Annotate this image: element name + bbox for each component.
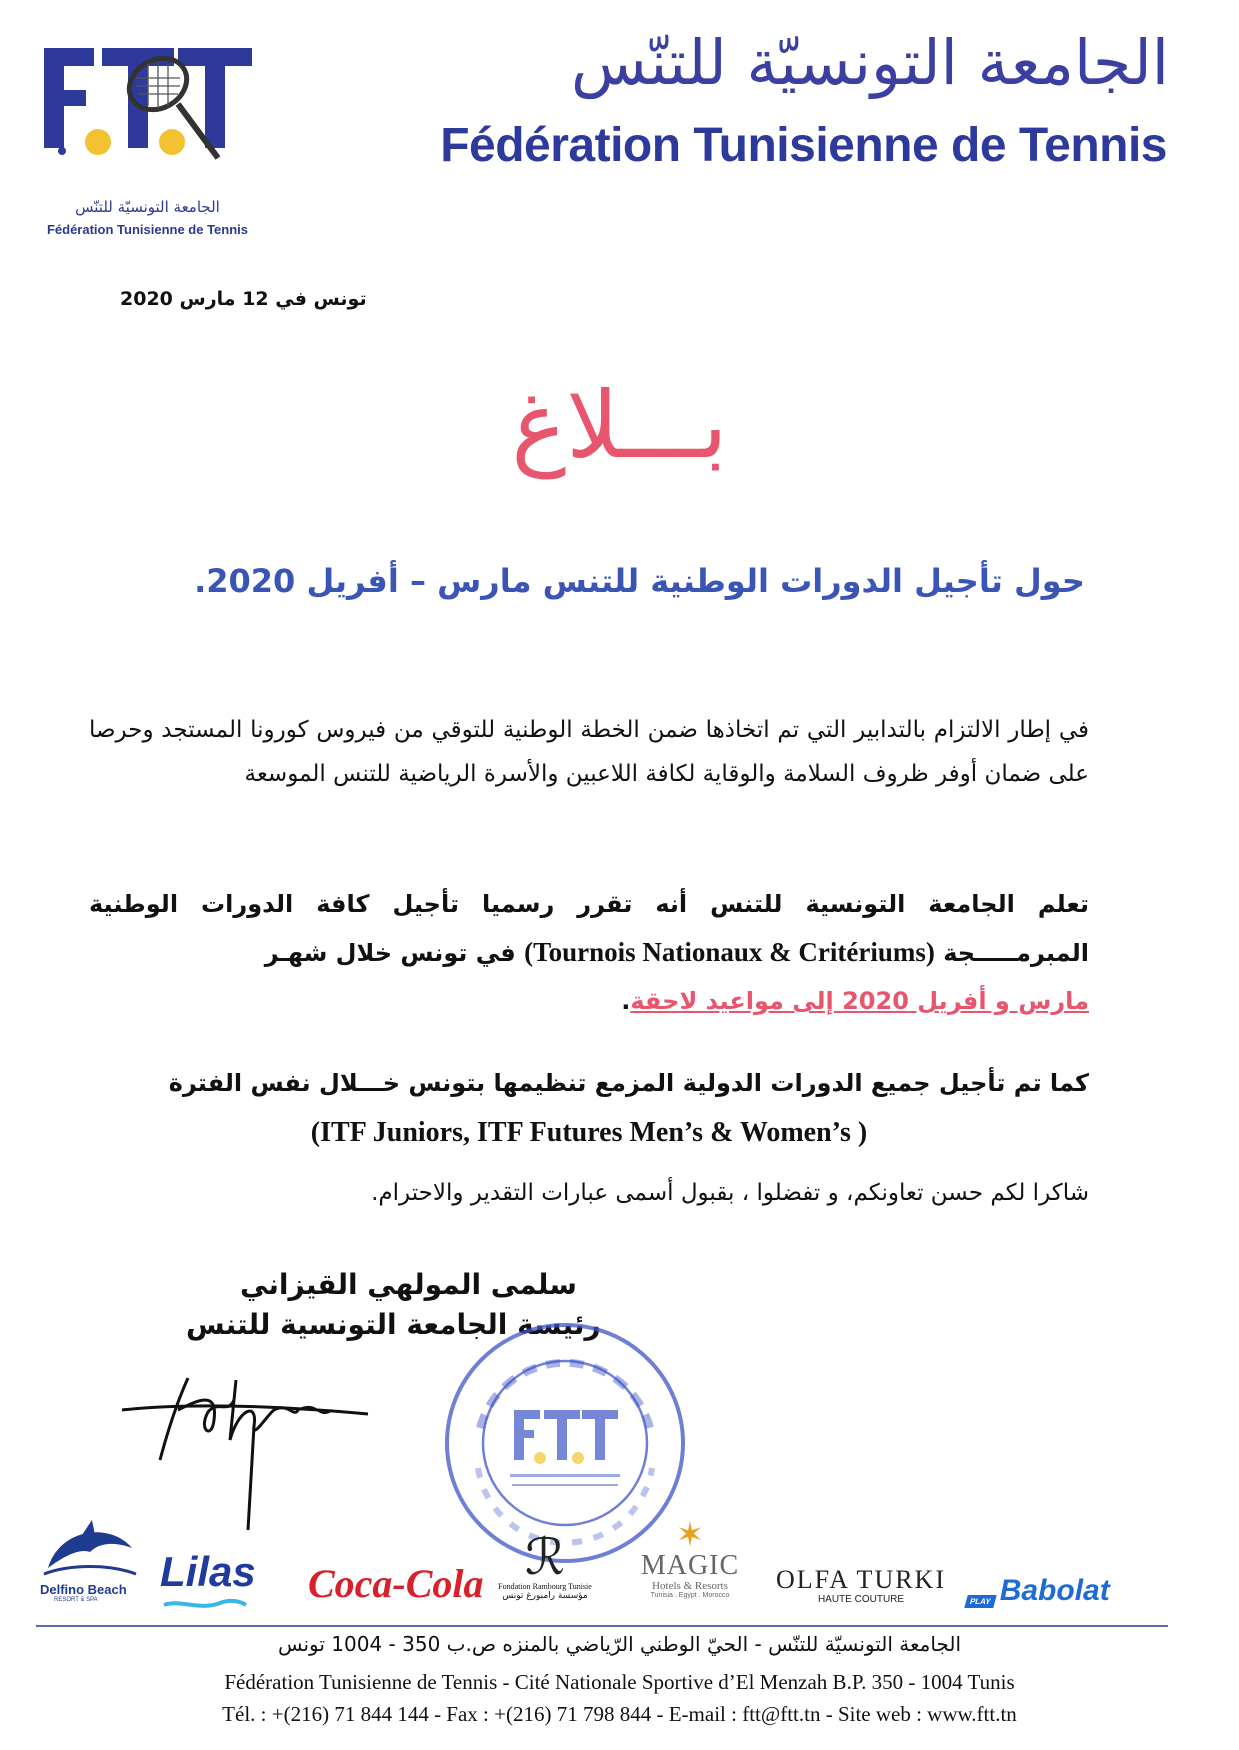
sponsor-magic — [634, 1515, 746, 1599]
decision-text-part1: تعلم الجامعة التونسية للتنس أنه تقرر رسميا تأجيل كافة الدورات الوطنية المبرمـــــجة — [89, 890, 1089, 967]
magic-sublabel: Hotels & Resorts — [652, 1580, 728, 1592]
closing-line: شاكرا لكم حسن تعاونكم، و تفضلوا ، بقبول أسمى عبارات التقدير والاحترام. — [371, 1180, 1089, 1206]
star-icon: ✶ — [675, 1515, 705, 1555]
logo-french-caption: Fédération Tunisienne de Tennis — [46, 222, 249, 237]
delfino-label: Delfino Beach — [40, 1582, 127, 1597]
paragraph-decision — [89, 880, 1089, 1025]
header-org-arabic: الجامعة التونسيّة للتنّس — [570, 26, 1169, 99]
sponsors-bar — [40, 1510, 1190, 1620]
lilas-label: Lilas — [160, 1548, 256, 1595]
babolat-play-badge: PLAY — [964, 1595, 996, 1608]
letter-title: بـــلاغ — [511, 372, 728, 479]
lilas-wave-icon — [160, 1597, 250, 1611]
international-latin: (ITF Juniors, ITF Futures Men’s & Women’s ) — [310, 1117, 868, 1148]
decision-dates: مارس و أفريل 2020 إلى مواعيد لاحقة — [630, 987, 1089, 1015]
sponsor-olfa-turki — [766, 1566, 956, 1605]
signatory-name: سلمى المولهي القيزاني — [240, 1268, 577, 1301]
sponsor-lilas — [160, 1548, 256, 1615]
decision-latin: (Tournois Nationaux & Critériums) — [524, 937, 935, 967]
olfa-label: OLFA TURKI — [776, 1565, 946, 1594]
paragraph-context: في إطار الالتزام بالتدابير التي تم اتخاذها ضمن الخطة الوطنية للتوقي من فيروس كورونا المستجد وحرصا على ضمان أوفر ظروف السلامة والوقاية لكافة اللاعبين والأسرة الرياضية للتنس الموسعة — [89, 717, 1089, 787]
ftt-logo-mark — [40, 18, 255, 168]
rambourg-label-ar: مؤسسة رامبورغ تونس — [502, 1591, 588, 1601]
dolphin-icon — [40, 1518, 140, 1578]
paragraph-international — [89, 1058, 1089, 1158]
letter-date: تونس في 12 مارس 2020 — [120, 288, 367, 310]
sponsor-rambourg — [480, 1529, 610, 1601]
sponsor-babolat — [966, 1574, 1166, 1608]
logo-arabic-caption: الجامعة التونسيّة للتنّس — [75, 198, 220, 216]
footer-divider — [36, 1625, 1168, 1627]
rambourg-r-icon: ℛ — [525, 1529, 565, 1585]
sponsor-cocacola: Coca-Cola — [308, 1561, 484, 1606]
delfino-sublabel: RESORT & SPA — [54, 1597, 98, 1603]
magic-countries: Tunisia . Egypt . Morocco — [650, 1592, 730, 1599]
footer-address-french: Fédération Tunisienne de Tennis - Cité Nationale Sportive d’El Menzah B.P. 350 - 1004 Tunis — [224, 1670, 1015, 1694]
babolat-label: Babolat — [999, 1574, 1110, 1607]
footer-contact: Tél. : +(216) 71 844 144 - Fax : +(216) 71 798 844 - E-mail : ftt@ftt.tn - Site web : www.ftt.tn — [222, 1702, 1017, 1726]
magic-label: MAGIC — [640, 1550, 740, 1581]
letter-subject: حول تأجيل الدورات الوطنية للتنس مارس – أفريل 2020. — [194, 562, 1085, 600]
rambourg-label-fr: Fondation Rambourg Tunisie — [498, 1582, 592, 1591]
sponsor-delfino — [40, 1518, 150, 1618]
decision-period: . — [621, 987, 631, 1015]
olfa-sublabel: HAUTE COUTURE — [817, 1594, 905, 1605]
header-org-french: Fédération Tunisienne de Tennis — [440, 119, 1167, 172]
decision-text-part2: في تونس خلال شهـر — [264, 939, 516, 967]
signatory-role: رئيسة الجامعة التونسية للتنس — [186, 1308, 601, 1341]
ftt-logo — [40, 18, 255, 237]
footer-address-arabic: الجامعة التونسيّة للتنّس - الحيّ الوطني الرّياضي بالمنزه ص.ب 350 - 1004 تونس — [277, 1632, 962, 1656]
international-text: كما تم تأجيل جميع الدورات الدولية المزمع تنظيمها بتونس خـــلال نفس الفترة — [168, 1069, 1089, 1097]
